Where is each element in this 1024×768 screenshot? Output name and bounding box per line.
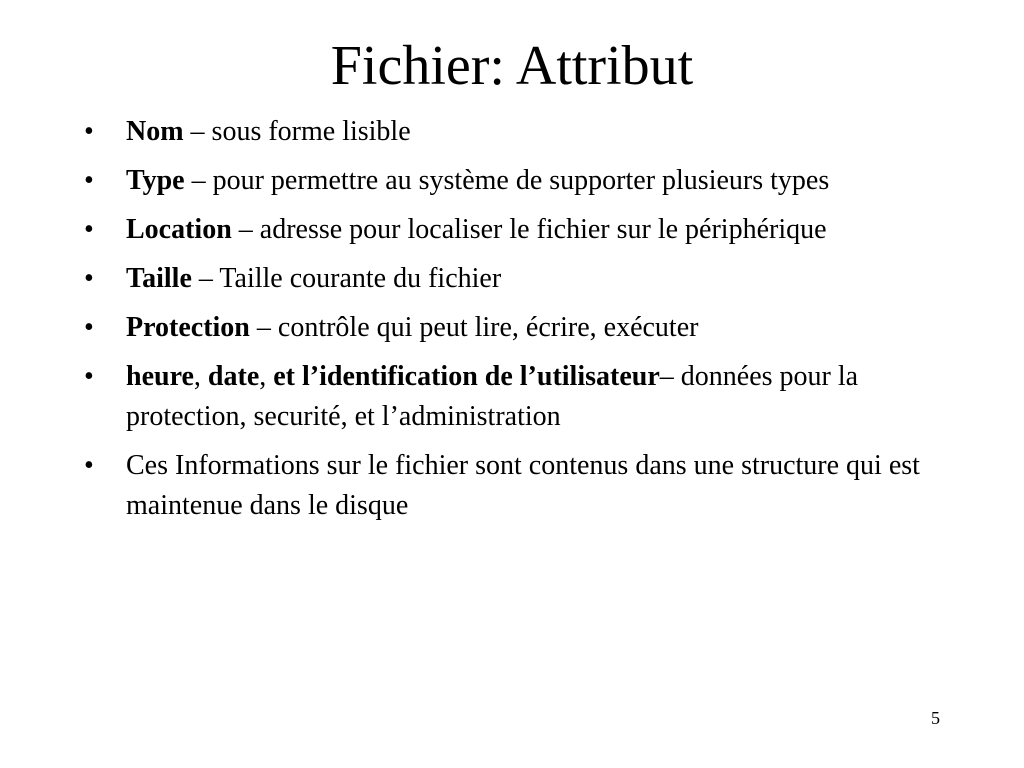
bullet-description: Ces Informations sur le fichier sont contenus dans une structure qui est maintenue dans le disque (126, 450, 920, 521)
slide-title: Fichier: Attribut (330, 35, 694, 97)
bullet-item-informations (84, 446, 944, 526)
bullet-dot-icon: • (84, 361, 94, 392)
bullet-term: Type (126, 165, 185, 196)
bullet-dot-icon: • (84, 214, 94, 245)
bullet-term-identification: et l’identification de l’utilisateur (273, 361, 660, 392)
bullet-item-protection (84, 308, 944, 348)
bullet-item-taille (84, 259, 944, 299)
bullet-dot-icon: • (84, 450, 94, 481)
bullet-list (84, 112, 944, 535)
bullet-term-date: date (207, 361, 260, 392)
bullet-item-heure-date-identification (84, 357, 944, 437)
bullet-term: Nom (126, 116, 184, 147)
bullet-term: Protection (126, 312, 250, 343)
bullet-dot-icon: • (84, 312, 94, 343)
bullet-description: – sous forme lisible (183, 116, 411, 147)
bullet-separator: , (193, 361, 208, 392)
bullet-term: Taille (126, 263, 192, 294)
bullet-dot-icon: • (84, 116, 94, 147)
bullet-description: – pour permettre au système de supporter plusieurs types (184, 165, 830, 196)
bullet-description: – adresse pour localiser le fichier sur le périphérique (231, 214, 827, 245)
bullet-item-nom (84, 112, 944, 152)
bullet-term-heure: heure (126, 361, 194, 392)
bullet-description: – données pour la protection, securité, et l’administration (126, 361, 859, 432)
bullet-item-location (84, 210, 944, 250)
bullet-term: Location (126, 214, 232, 245)
bullet-description: – Taille courante du fichier (191, 263, 502, 294)
bullet-separator: , (259, 361, 274, 392)
bullet-item-type (84, 161, 944, 201)
bullet-description: – contrôle qui peut lire, écrire, exécuter (249, 312, 699, 343)
page-number: 5 (931, 708, 940, 728)
bullet-dot-icon: • (84, 263, 94, 294)
bullet-dot-icon: • (84, 165, 94, 196)
